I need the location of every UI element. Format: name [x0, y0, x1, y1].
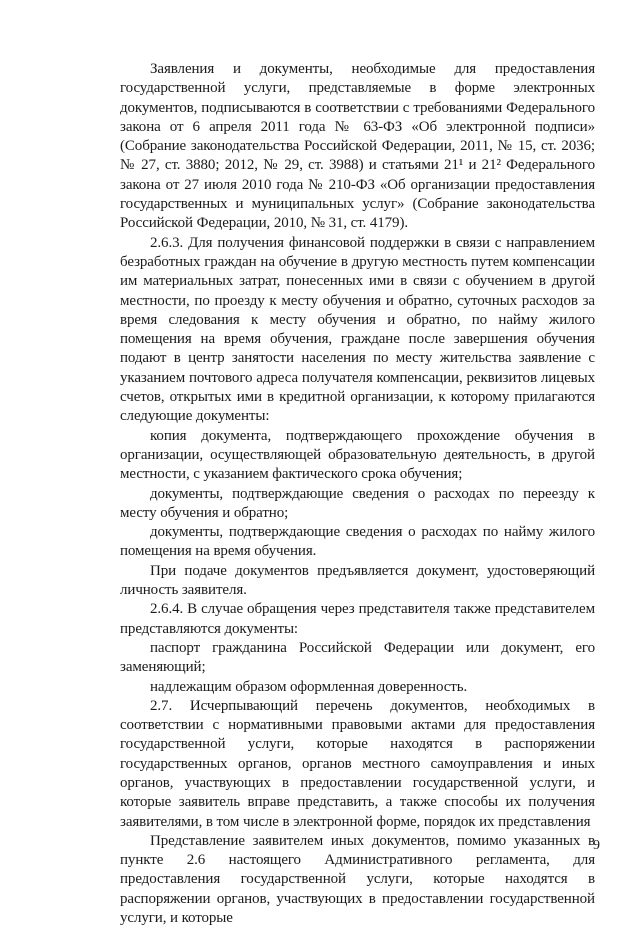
paragraph-electronic-signature: Заявления и документы, необходимые для предоставления государственной услуги, представляемые в форме электронных документов, подписываются в соответствии с требованиями Федерального закона от 6 апреля 2011 года № 63-ФЗ «Об электронной подписи» (Собрание законодательства Российской Федерации, 2011, № 15, ст. 2036; № 27, ст. 3880; 2012, № 29, ст. 3988) и статьями 21¹ и 21² Федерального закона от 27 июля 2010 года № 210-ФЗ «Об организации предоставления государственных и муниципальных услуг» (Собрание законодательства Российской Федерации, 2010, № 31, ст. 4179).: [120, 61, 595, 232]
paragraph-2-7: 2.7. Исчерпывающий перечень документов, необходимых в соответствии с нормативными правовыми актами для предоставления государственной услуги, которые находятся в распоряжении государственных органов, органов местного самоуправления и иных органов, участвующих в предоставлении государственной услуги, и которые заявитель вправе представить, а также способы их получения заявителями, в том числе в электронной форме, порядок их представления: [120, 697, 595, 830]
paragraph-2-6-4: 2.6.4. В случае обращения через представителя также представителем представляются документы:: [120, 601, 595, 637]
paragraph-passport: паспорт гражданина Российской Федерации или документ, его заменяющий;: [120, 639, 595, 676]
paragraph-other-documents: Представление заявителем иных документов, помимо указанных в пункте 2.6 настоящего Административного регламента, для предоставления государственной услуги, которые находятся в распоряжении органов, участвующих в предоставлении государственной услуги, и которые: [120, 832, 595, 927]
paragraph-2-6-3: 2.6.3. Для получения финансовой поддержки в связи с направлением безработных граждан на обучение в другую местность путем компенсации им материальных затрат, понесенных ими в связи с обучением в другой местности, по проезду к месту обучения и обратно, суточных расходов за время следования к месту обучения и обратно, по найму жилого помещения на время обучения, граждане после завершения обучения подают в центр занятости населения по месту жительства заявление с указанием почтового адреса получателя компенсации, реквизитов лицевых счетов, открытых ими в кредитной организации, к которому прилагаются следующие документы:: [120, 234, 595, 425]
paragraph-power-of-attorney: надлежащим образом оформленная доверенность.: [150, 678, 468, 695]
document-body: [120, 60, 595, 928]
paragraph-travel-expenses: документы, подтверждающие сведения о расходах по переезду к месту обучения и обратно;: [120, 485, 595, 521]
page-number: 9: [593, 838, 600, 853]
paragraph-housing-expenses: документы, подтверждающие сведения о расходах по найму жилого помещения на время обучения.: [120, 524, 595, 560]
paragraph-training-copy: копия документа, подтверждающего прохождение обучения в организации, осуществляющей образовательную деятельность, в другой местности, с указанием фактического срока обучения;: [120, 427, 595, 483]
paragraph-identity-document: При подаче документов предъявляется документ, удостоверяющий личность заявителя.: [120, 562, 595, 599]
